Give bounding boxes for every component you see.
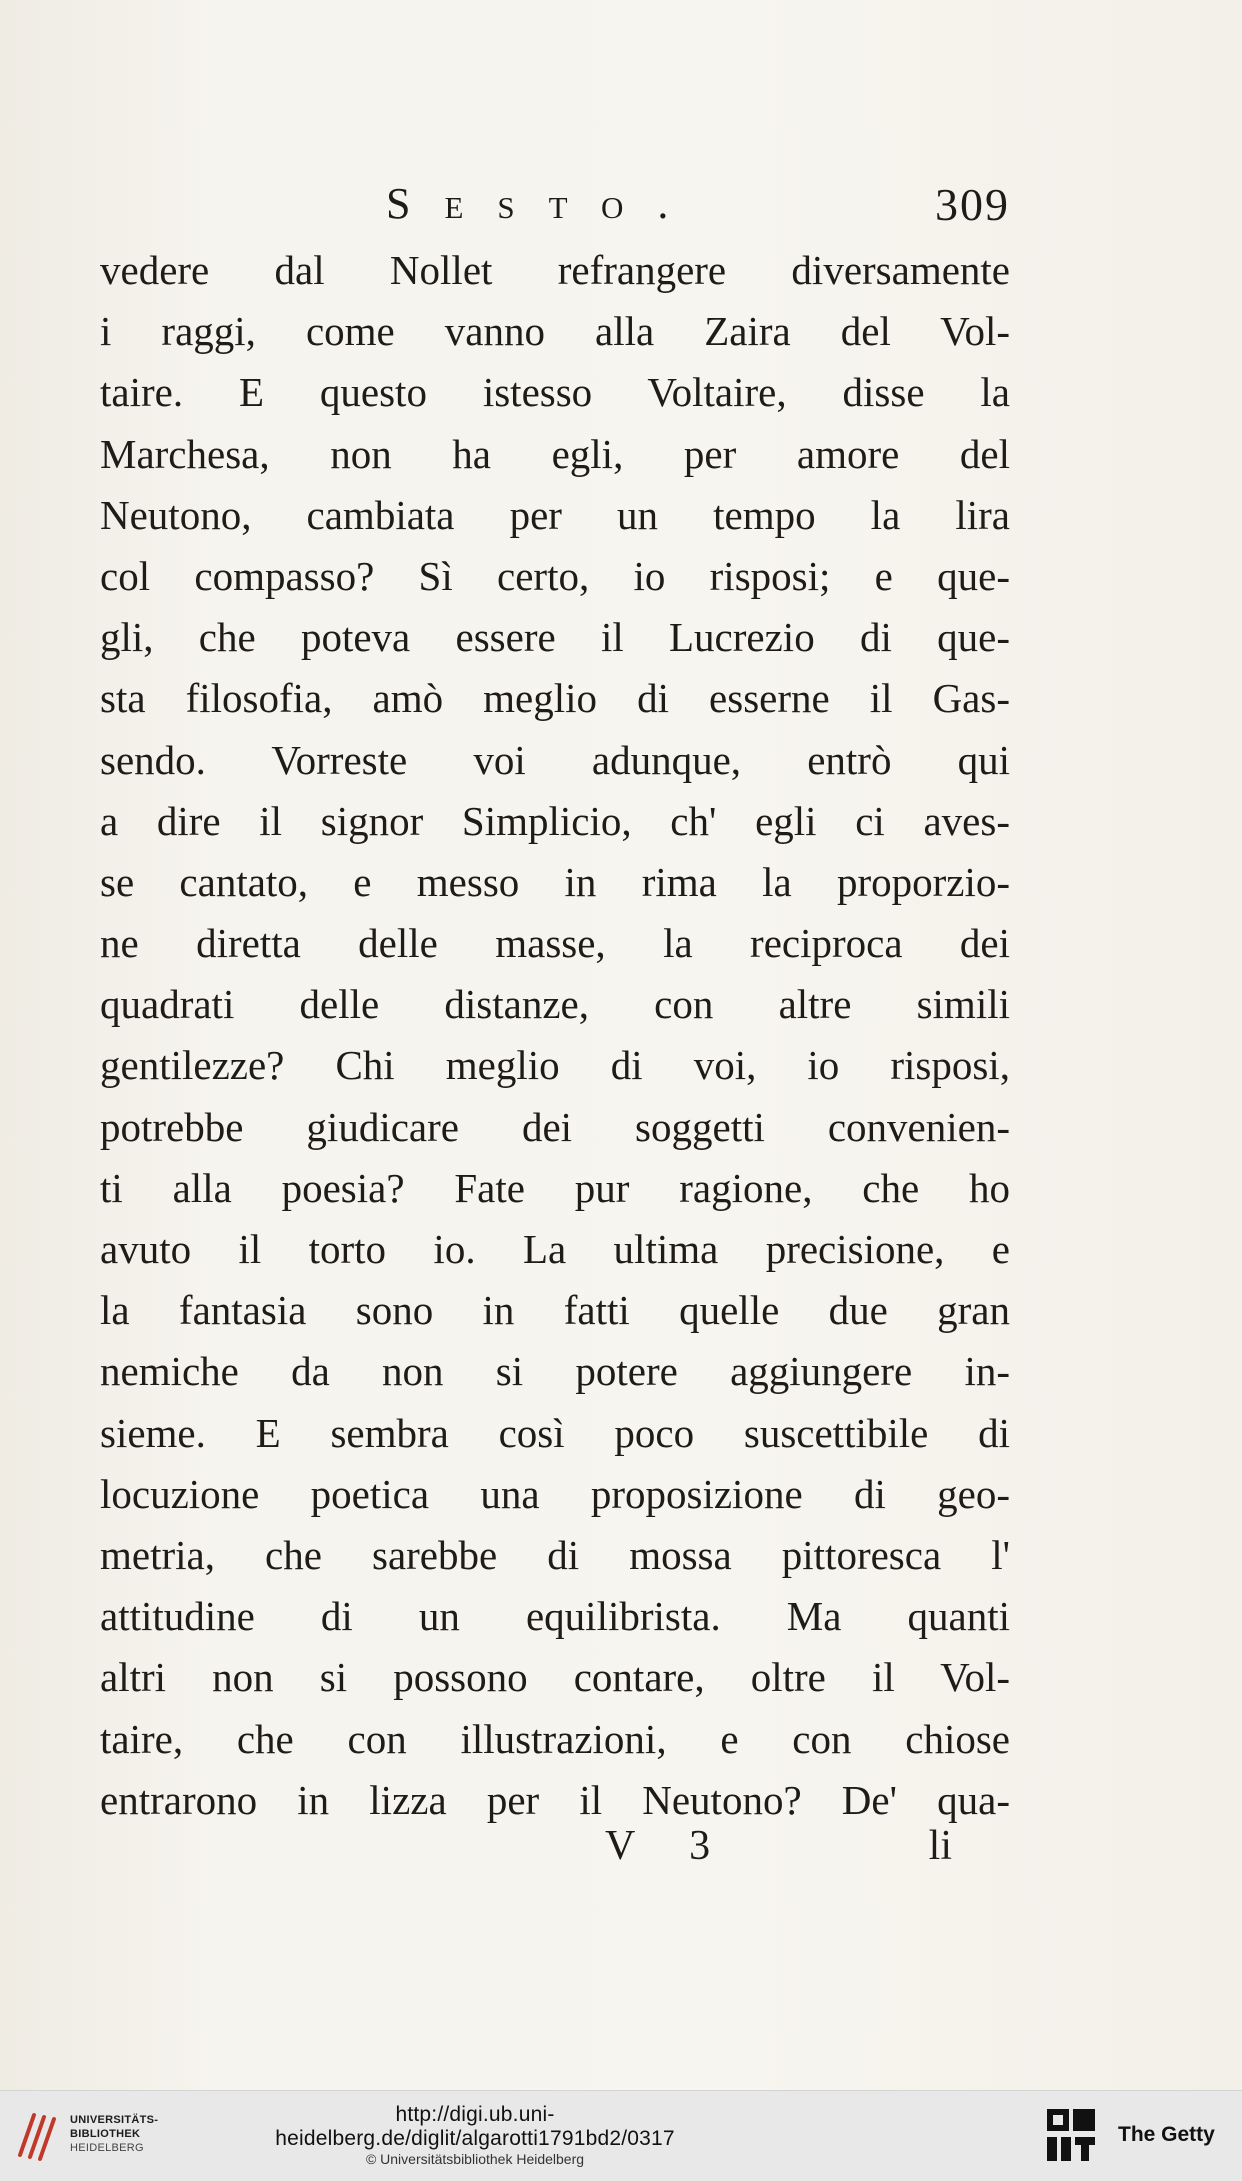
page-header <box>100 178 1010 238</box>
body-text <box>100 240 1010 1831</box>
text-line: ti alla poesia? Fate pur ragione, che ho <box>100 1164 1010 1211</box>
library-name-line: UNIVERSITÄTS- <box>70 2114 159 2126</box>
university-library-name <box>70 2113 158 2155</box>
text-line: Neutono, cambiata per un tempo la lira <box>100 491 1010 538</box>
text-line: locuzione poetica una proposizione di geo- <box>100 1470 1010 1517</box>
catchword: li <box>928 1823 952 1869</box>
page-footer <box>100 1822 1010 1882</box>
text-line: attitudine di un equilibrista. Ma quanti <box>100 1593 1010 1640</box>
text-line: avuto il torto io. La ultima precisione, e <box>100 1226 1010 1272</box>
text-line: col compasso? Sì certo, io risposi; e que- <box>100 552 1010 599</box>
signature-mark: V 3 <box>605 1823 733 1869</box>
running-head: Sesto. <box>386 179 703 228</box>
text-line: taire, che con illustrazioni, e con chiose <box>100 1715 1010 1762</box>
text-line: entrarono in lizza per il Neutono? De' qua- <box>100 1776 1010 1823</box>
text-line: quadrati delle distanze, con altre simili <box>100 981 1010 1028</box>
text-line: se cantato, e messo in rima la proporzio- <box>100 858 1010 905</box>
text-line: potrebbe giudicare dei soggetti convenien- <box>100 1103 1010 1150</box>
text-line: nemiche da non si potere aggiungere in- <box>100 1348 1010 1395</box>
viewer-footer-bar <box>0 2090 1242 2181</box>
text-line: sieme. E sembra così poco suscettibile di <box>100 1409 1010 1456</box>
text-line: vedere dal Nollet refrangere diversamente <box>100 247 1010 293</box>
text-line: a dire il signor Simplicio, ch' egli ci aves- <box>100 797 1010 844</box>
page-number: 309 <box>935 179 1010 230</box>
text-line: sendo. Vorreste voi adunque, entrò qui <box>100 736 1010 783</box>
text-line: sta filosofia, amò meglio di esserne il Gas- <box>100 675 1010 722</box>
partner-name: The Getty <box>1118 2123 1215 2146</box>
permalink-url[interactable]: http://digi.ub.uni-heidelberg.de/diglit/algarotti1791bd2/0317 <box>275 2103 675 2150</box>
text-line: altri non si possono contare, oltre il Vol- <box>100 1654 1010 1701</box>
text-line: taire. E questo istesso Voltaire, disse la <box>100 369 1010 416</box>
library-name-line: BIBLIOTHEK <box>70 2128 141 2140</box>
text-line: i raggi, come vanno alla Zaira del Vol- <box>100 308 1010 355</box>
text-line: la fantasia sono in fatti quelle due gran <box>100 1287 1010 1334</box>
text-line: metria, che sarebbe di mossa pittoresca l' <box>100 1531 1010 1578</box>
text-line: Marchesa, non ha egli, per amore del <box>100 430 1010 477</box>
text-line: ne diretta delle masse, la reciproca dei <box>100 920 1010 967</box>
getty-logo-icon <box>1045 2105 1097 2165</box>
text-line: gli, che poteva essere il Lucrezio di que- <box>100 614 1010 661</box>
copyright-notice: © Universitätsbibliothek Heidelberg <box>365 2151 585 2167</box>
university-library-logo-icon <box>12 2105 60 2165</box>
library-name-line: HEIDELBERG <box>70 2142 144 2154</box>
text-line: gentilezze? Chi meglio di voi, io risposi, <box>100 1042 1010 1089</box>
